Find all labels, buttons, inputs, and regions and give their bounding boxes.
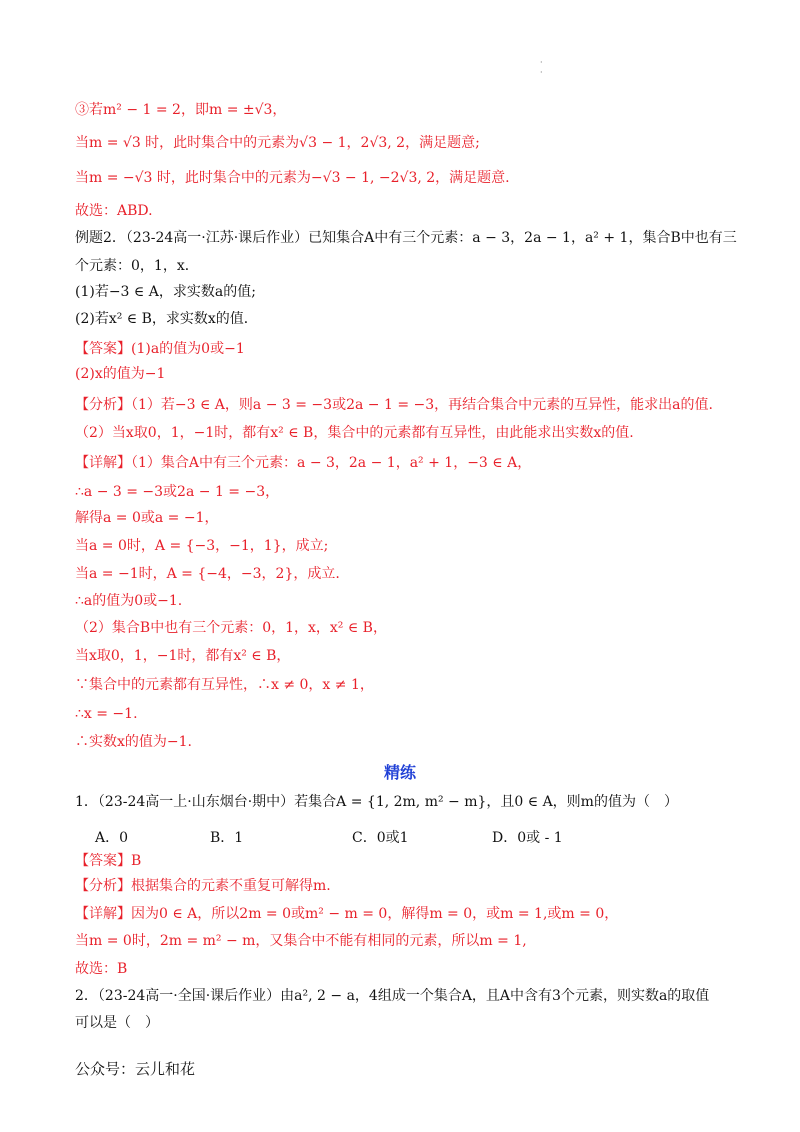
content-line: 个元素：0，1，x． bbox=[75, 258, 199, 274]
question-2-stem-line-1: 2．（23-24高一·全国·课后作业）由a², 2 − a，4组成一个集合A，且A中含有3个元素，则实数a的取值 bbox=[75, 988, 710, 1004]
question-1-stem: 1．（23-24高一上·山东烟台·期中）若集合A = {1, 2m, m² − m}，且0 ∈ A，则m的值为（ ） bbox=[75, 794, 678, 810]
content-line: ③若m² − 1 = 2，即m = ±√3， bbox=[75, 102, 287, 118]
content-line: 当a = 0时，A = {−3，−1，1}，成立; bbox=[75, 538, 329, 554]
content-line: 当m = √3 时，此时集合中的元素为√3 − 1，2√3, 2，满足题意; bbox=[75, 135, 480, 151]
content-line: ∴a的值为0或−1. bbox=[75, 593, 183, 609]
q1-option-c: C．0或1 bbox=[352, 830, 409, 846]
q1-solution-line: 【分析】根据集合的元素不重复可解得m. bbox=[75, 878, 331, 894]
question-2-stem-line-2: 可以是（ ） bbox=[75, 1015, 159, 1031]
content-line: 当m = −√3 时，此时集合中的元素为−√3 − 1, −2√3, 2，满足题意. bbox=[75, 170, 510, 186]
content-line: (2)若x² ∈ B，求实数x的值． bbox=[75, 311, 258, 327]
content-line: ∴a − 3 = −3或2a − 1 = −3， bbox=[75, 484, 280, 500]
content-line: 例题2．（23-24高一·江苏·课后作业）已知集合A中有三个元素：a − 3，2a − 1，a² + 1，集合B中也有三 bbox=[75, 230, 737, 246]
content-line: 当a = −1时，A = {−4，−3，2}，成立. bbox=[75, 566, 340, 582]
content-line: (2)x的值为−1 bbox=[75, 366, 166, 382]
content-line: 【详解】（1）集合A中有三个元素：a − 3，2a − 1，a² + 1，−3 ∈ A， bbox=[75, 455, 532, 471]
q1-solution-line: 【答案】B bbox=[75, 853, 142, 869]
content-line: 解得a = 0或a = −1， bbox=[75, 510, 219, 526]
content-line: （2）集合B中也有三个元素：0，1，x，x² ∈ B， bbox=[75, 620, 387, 636]
content-line: 【分析】（1）若−3 ∈ A，则a − 3 = −3或2a − 1 = −3，再结合集合中元素的互异性，能求出a的值. bbox=[75, 397, 713, 413]
q1-option-b: B．1 bbox=[210, 830, 244, 846]
content-line: ∴实数x的值为−1. bbox=[75, 734, 192, 750]
content-line: (1)若−3 ∈ A，求实数a的值; bbox=[75, 284, 256, 300]
section-title: 精练 bbox=[383, 763, 416, 782]
header-marks: · · bbox=[540, 58, 543, 77]
q1-solution-line: 故选：B bbox=[75, 961, 128, 977]
content-line: 当x取0，1，−1时，都有x² ∈ B， bbox=[75, 648, 291, 664]
q1-option-d: D．0或 - 1 bbox=[492, 830, 563, 846]
footer-account: 公众号：云儿和花 bbox=[75, 1060, 196, 1078]
content-line: 【答案】(1)a的值为0或−1 bbox=[75, 341, 245, 357]
content-line: 故选：ABD. bbox=[75, 203, 153, 219]
content-line: ∴x = −1. bbox=[75, 706, 138, 722]
content-line: ∵集合中的元素都有互异性，∴x ≠ 0，x ≠ 1， bbox=[75, 677, 374, 693]
q1-option-a: A．0 bbox=[95, 830, 129, 846]
content-line: （2）当x取0，1，−1时，都有x² ∈ B，集合中的元素都有互异性，由此能求出实数x的值. bbox=[75, 425, 634, 441]
q1-solution-line: 当m = 0时，2m = m² − m，又集合中不能有相同的元素，所以m = 1, bbox=[75, 933, 527, 949]
q1-solution-line: 【详解】因为0 ∈ A，所以2m = 0或m² − m = 0，解得m = 0，或m = 1,或m = 0， bbox=[75, 906, 619, 922]
